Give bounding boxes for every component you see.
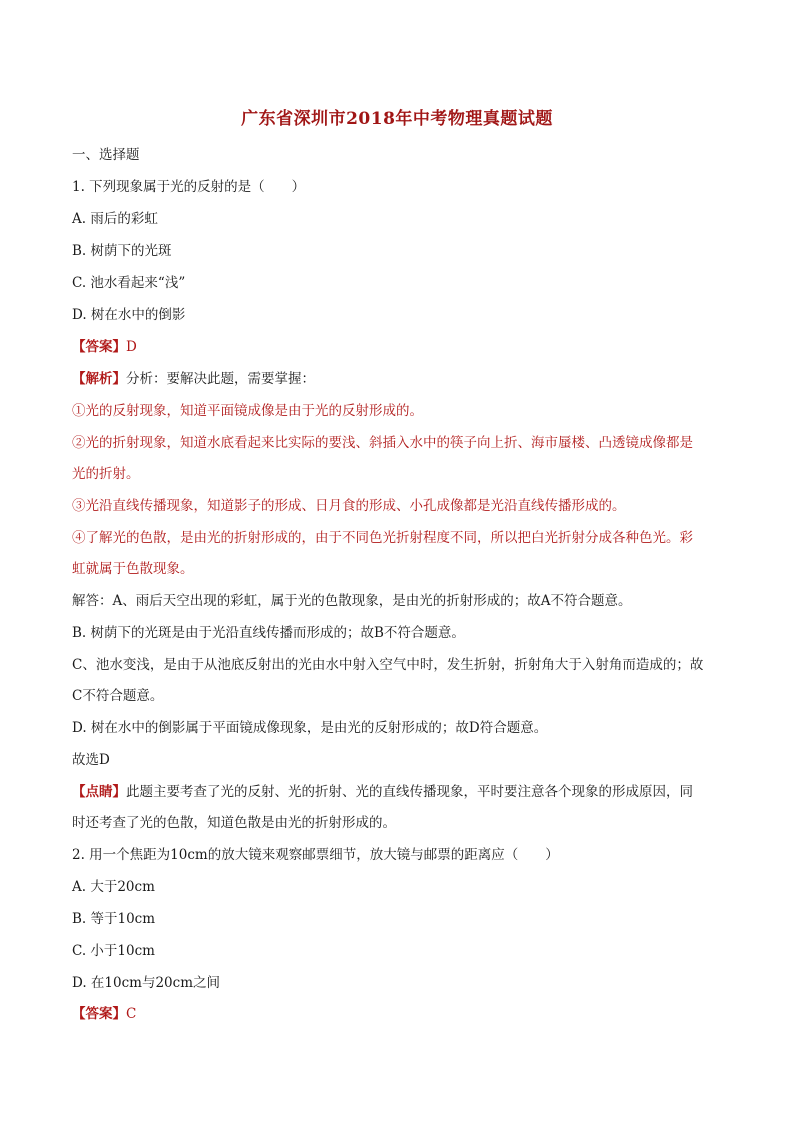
answer-value: C <box>126 1006 137 1022</box>
analysis-point-3: ③光沿直线传播现象，知道影子的形成、日月食的形成、小孔成像都是光沿直线传播形成的。 <box>72 498 626 514</box>
question-2-option-c: C. 小于10cm <box>72 943 155 959</box>
analysis-tag: 【解析】 <box>72 371 126 387</box>
solution-c-line-2: C不符合题意。 <box>72 688 164 704</box>
analysis-point-2-line-1: ②光的折射现象，知道水底看起来比实际的要浅、斜插入水中的筷子向上折、海市蜃楼、凸透镜成像都是 <box>72 435 693 451</box>
answer-value: D <box>126 339 137 355</box>
comment-line-2: 时还考查了光的色散，知道色散是由光的折射形成的。 <box>72 815 396 831</box>
analysis-point-4-line-1: ④了解光的色散，是由光的折射形成的，由于不同色光折射程度不同，所以把白光折射分成各种色光。彩 <box>72 530 693 546</box>
question-2-option-b: B. 等于10cm <box>72 911 156 927</box>
analysis-point-1: ①光的反射现象，知道平面镜成像是由于光的反射形成的。 <box>72 403 423 419</box>
analysis-point-4-line-2: 虹就属于色散现象。 <box>72 561 194 577</box>
question-1-option-d: D. 树在水中的倒影 <box>72 307 186 323</box>
choose-answer: 故选D <box>72 752 110 768</box>
question-2-stem: 2. 用一个焦距为10cm的放大镜来观察邮票细节，放大镜与邮票的距离应（ ） <box>72 847 559 863</box>
question-1-stem: 1. 下列现象属于光的反射的是（ ） <box>72 179 306 195</box>
comment-text-1: 此题主要考查了光的反射、光的折射、光的直线传播现象，平时要注意各个现象的形成原因，同 <box>126 784 693 800</box>
question-2-option-d: D. 在10cm与20cm之间 <box>72 975 221 991</box>
question-1-option-c: C. 池水看起来“浅” <box>72 275 186 291</box>
question-2-option-a: A. 大于20cm <box>72 879 155 895</box>
question-1-answer <box>72 338 137 356</box>
question-1-analysis-intro <box>72 370 315 388</box>
comment-line-1 <box>72 783 693 801</box>
question-1-option-b: B. 树荫下的光斑 <box>72 243 172 259</box>
solution-a: 解答：A、雨后天空出现的彩虹，属于光的色散现象，是由光的折射形成的；故A不符合题意。 <box>72 593 632 609</box>
question-2-answer <box>72 1005 136 1023</box>
answer-tag: 【答案】 <box>72 339 126 355</box>
question-1-option-a: A. 雨后的彩虹 <box>72 211 158 227</box>
solution-c-line-1: C、池水变浅，是由于从池底反射出的光由水中射入空气中时，发生折射，折射角大于入射角而造成的；故 <box>72 657 704 673</box>
page-title: 广东省深圳市2018年中考物理真题试题 <box>241 109 553 129</box>
solution-d: D. 树在水中的倒影属于平面镜成像现象，是由光的反射形成的；故D符合题意。 <box>72 720 548 736</box>
solution-b: B. 树荫下的光斑是由于光沿直线传播而形成的；故B不符合题意。 <box>72 625 465 641</box>
analysis-intro-text: 分析：要解决此题，需要掌握： <box>126 371 315 387</box>
analysis-point-2-line-2: 光的折射。 <box>72 466 140 482</box>
answer-tag: 【答案】 <box>72 1006 126 1022</box>
comment-tag: 【点睛】 <box>72 784 126 800</box>
section-heading: 一、选择题 <box>72 147 140 163</box>
